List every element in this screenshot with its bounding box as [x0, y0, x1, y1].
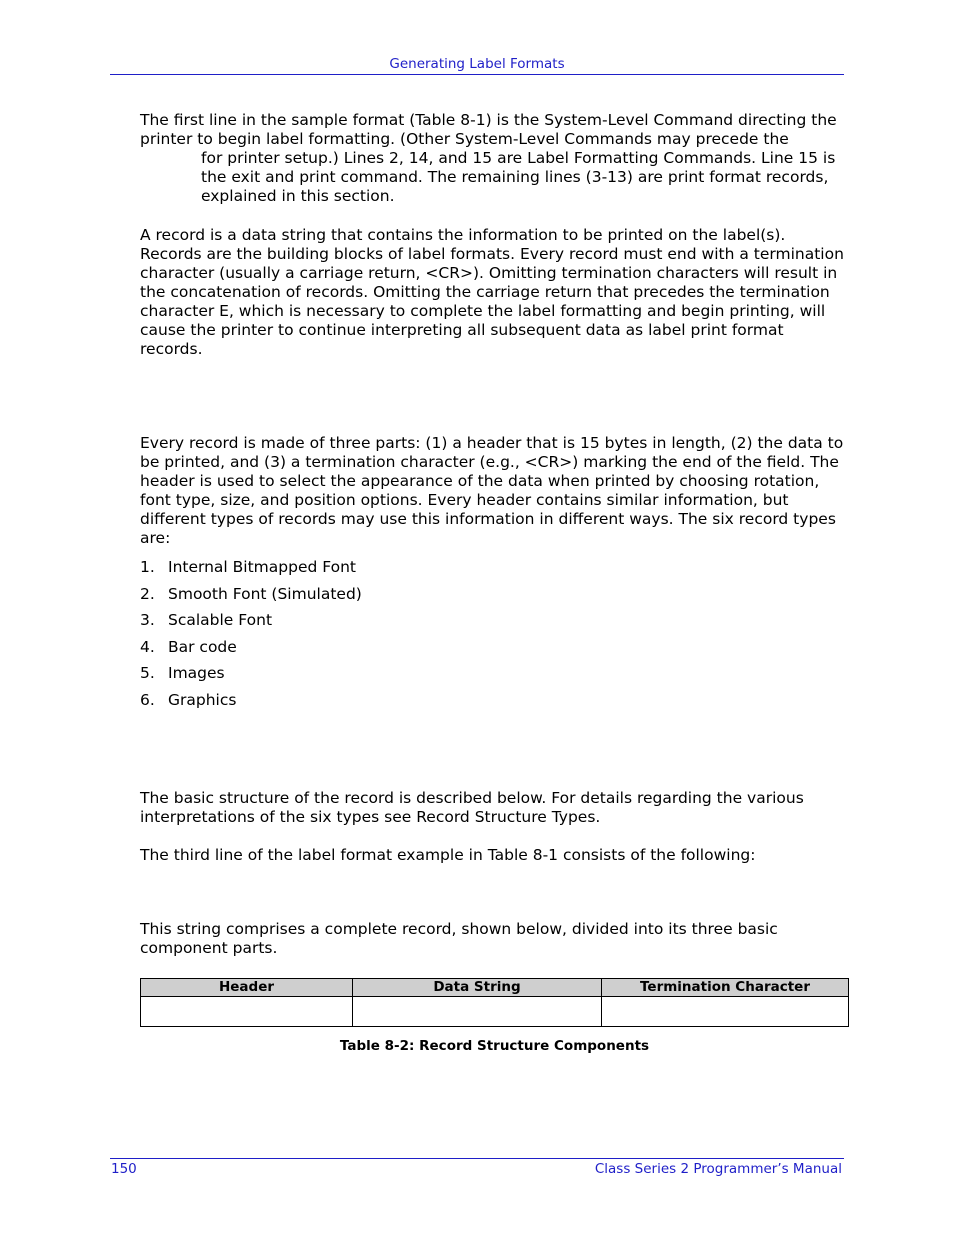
record-types-list: [140, 556, 362, 716]
structure-paragraph: The basic structure of the record is described below. For details regarding the various interpretations of the six types see Record Structure Types.: [140, 789, 804, 826]
page-number: 150: [111, 1161, 137, 1177]
complete-record-paragraph: This string comprises a complete record, shown below, divided into its three basic component parts.: [140, 920, 778, 957]
running-header: Generating Label Formats: [389, 56, 565, 72]
list-item-number: 3.: [140, 611, 155, 630]
list-item-label: Graphics: [168, 690, 237, 709]
list-item-label: Scalable Font: [168, 611, 273, 630]
list-item-number: 2.: [140, 584, 155, 603]
list-item: [140, 662, 362, 689]
column-header-header: Header: [141, 979, 353, 997]
list-item: [140, 689, 362, 716]
list-item: [140, 636, 362, 663]
list-item: [140, 583, 362, 610]
list-item: [140, 609, 362, 636]
table-header-row: [141, 979, 849, 997]
table-cell: [141, 997, 353, 1027]
list-item-number: 5.: [140, 664, 155, 683]
list-item-label: Smooth Font (Simulated): [168, 584, 362, 603]
manual-title: Class Series 2 Programmer’s Manual: [594, 1161, 842, 1177]
example-line-paragraph: The third line of the label format example in Table 8-1 consists of the following:: [140, 846, 756, 864]
table-row: [141, 997, 849, 1027]
column-header-termination-character: Termination Character: [602, 979, 849, 997]
table-caption: Table 8-2: Record Structure Components: [339, 1038, 650, 1054]
intro-paragraph: [140, 111, 846, 206]
intro-paragraph-line1: The first line in the sample format (Table 8-1) is the System-Level Command directing the printer to begin label formatting. (Other System-Level Commands may precede the: [140, 111, 837, 148]
record-definition-paragraph: A record is a data string that contains the information to be printed on the label(s). Records are the building blocks of label formats. Every record must end with a termination character (usually a carriage return, <CR>). Omitting termination characters will result in the concatenation of records. Omitting the carriage return that precedes the termination character E, which is necessary to complete the label formatting and begin printing, will cause the printer to continue interpreting all subsequent data as label print format records.: [140, 226, 844, 358]
column-header-data-string: Data String: [353, 979, 602, 997]
list-item-label: Images: [168, 664, 225, 683]
header-divider: [110, 74, 844, 75]
footer-divider: [110, 1158, 844, 1159]
table-cell: [602, 997, 849, 1027]
table-cell: [353, 997, 602, 1027]
intro-paragraph-line2: for printer setup.) Lines 2, 14, and 15 are Label Formatting Commands. Line 15 is the exit and print command. The remaining lines (3-13) are print format records, explained in this section.: [201, 149, 836, 205]
list-item-label: Bar code: [168, 637, 237, 656]
record-structure-table: [140, 978, 849, 1027]
record-parts-paragraph: Every record is made of three parts: (1) a header that is 15 bytes in length, (2) the data to be printed, and (3) a termination character (e.g., <CR>) marking the end of the field. The header is used to select the appearance of the data when printed by choosing rotation, font type, size, and position options. Every header contains similar information, but different types of records may use this information in different ways. The six record types are:: [140, 434, 844, 547]
list-item-number: 4.: [140, 637, 155, 656]
list-item: [140, 556, 362, 583]
list-item-number: 6.: [140, 690, 155, 709]
list-item-number: 1.: [140, 558, 155, 576]
list-item-label: Internal Bitmapped Font: [168, 558, 357, 576]
